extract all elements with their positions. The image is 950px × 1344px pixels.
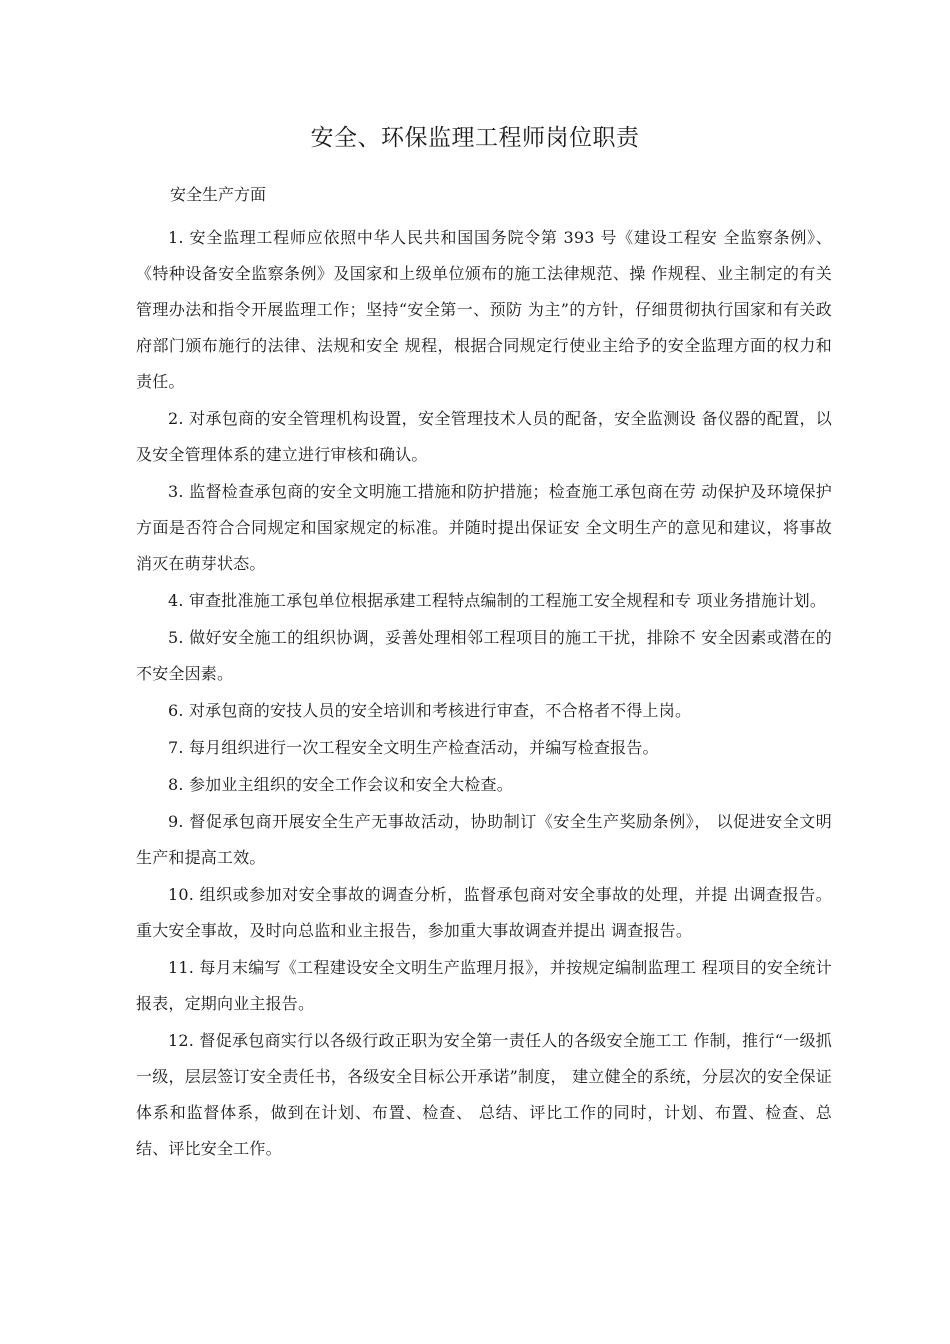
section-heading: 安全生产方面 (170, 185, 267, 204)
paragraph-3: 3. 监督检查承包商的安全文明施工措施和防护措施；检查施工承包商在劳 动保护及环境保护方面是否符合合同规定和国家规定的标准。并随时提出保证安 全文明生产的意见和建议，将事故消灭在萌芽状态。 (136, 482, 832, 573)
paragraph-11: 11. 每月末编写《工程建设安全文明生产监理月报》，并按规定编制监理工 程项目的安全统计报表，定期向业主报告。 (136, 958, 832, 1013)
paragraph-5: 5. 做好安全施工的组织协调，妥善处理相邻工程项目的施工干扰，排除不 安全因素或潜在的不安全因素。 (136, 628, 832, 683)
paragraph-10: 10. 组织或参加对安全事故的调查分析，监督承包商对安全事故的处理，并提 出调查报告。重大安全事故，及时向总监和业主报告，参加重大事故调查并提出 调查报告。 (136, 885, 832, 940)
paragraph-2: 2. 对承包商的安全管理机构设置，安全管理技术人员的配备，安全监测设 备仪器的配置，以及安全管理体系的建立进行审核和确认。 (136, 409, 832, 464)
paragraph-7: 7. 每月组织进行一次工程安全文明生产检查活动，并编写检查报告。 (168, 738, 659, 757)
paragraph-12: 12. 督促承包商实行以各级行政正职为安全第一责任人的各级安全施工工 作制，推行“一级抓一级，层层签订安全责任书，各级安全目标公开承诺”制度， 建立健全的系统，分层次的安全保证体系和监督体系，做到在计划、布置、检查、 总结、评比工作的同时，计划、布置、检查、总结、评比安全工作。 (136, 1031, 832, 1158)
paragraph-4: 4. 审查批准施工承包单位根据承建工程特点编制的工程施工安全规程和专 项业务措施计划。 (168, 591, 827, 610)
paragraph-6: 6. 对承包商的安技人员的安全培训和考核进行审查，不合格者不得上岗。 (168, 701, 692, 720)
document-title: 安全、环保监理工程师岗位职责 (310, 125, 640, 151)
paragraph-1: 1. 安全监理工程师应依照中华人民共和国国务院令第 393 号《建设工程安 全监察条例》、《特种设备安全监察条例》及国家和上级单位颁布的施工法律规范、操 作规程、业主制定的有关管理办法和指令开展监理工作；坚持“安全第一、预防 为主”的方针，仔细贯彻执行国家和有关政府部门颁布施行的法律、法规和安全 规程，根据合同规定行使业主给予的安全监理方面的权力和责任。 (136, 228, 832, 391)
document-body (136, 220, 832, 1168)
paragraph-9: 9. 督促承包商开展安全生产无事故活动，协助制订《安全生产奖励条例》， 以促进安全文明生产和提高工效。 (136, 812, 832, 867)
paragraph-8: 8. 参加业主组织的安全工作会议和安全大检查。 (168, 775, 513, 794)
